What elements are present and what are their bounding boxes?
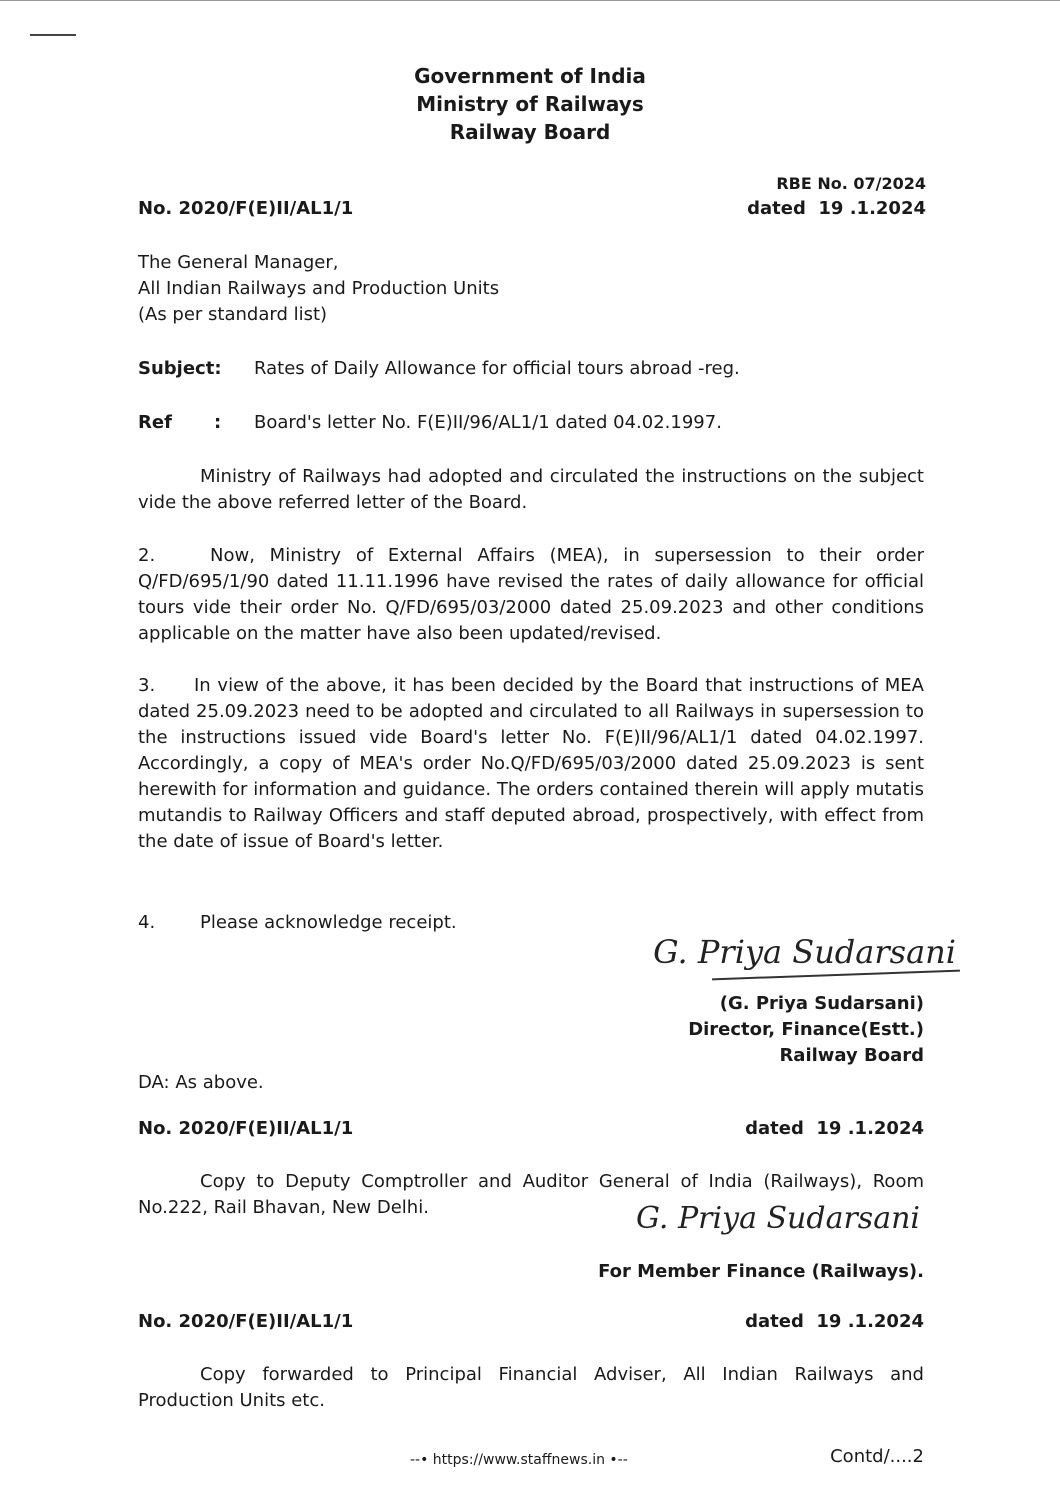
- subject-label: Subject:: [138, 358, 222, 379]
- copy2-text: Copy forwarded to Principal Financial Adviser, All Indian Railways and Production Units etc.: [138, 1364, 924, 1411]
- scan-top-edge: [0, 0, 1060, 1]
- header-government: Government of India: [414, 64, 646, 88]
- copy1-date: dated 19 .1.2024: [745, 1118, 924, 1139]
- ref-colon: :: [214, 412, 222, 433]
- copy1-file-number: No. 2020/F(E)II/AL1/1: [138, 1118, 354, 1139]
- ref-text: Board's letter No. F(E)II/96/AL1/1 dated 04.02.1997.: [254, 412, 722, 433]
- paragraph-3: In view of the above, it has been decided by the Board that instructions of MEA dated 25.09.2023 need to be adopted and circulated to all Railways in supersession to the instructions issued vide Board's letter No. F(E)II/96/AL1/1 dated 04.02.1997. Accordingly, a copy of MEA's order No.Q/FD/695/03/2000 dated 25.09.2023 is sent herewith for information and guidance. The orders contained therein will apply mutatis mutandis to Railway Officers and staff deputed abroad, prospectively, with effect from the date of issue of Board's letter.: [138, 675, 924, 852]
- copy2-file-number: No. 2020/F(E)II/AL1/1: [138, 1311, 354, 1332]
- paragraph-1: Ministry of Railways had adopted and circulated the instructions on the subject vide the above referred letter of the Board.: [138, 466, 924, 513]
- enclosure-note: DA: As above.: [138, 1072, 264, 1093]
- copy2-date: dated 19 .1.2024: [745, 1311, 924, 1332]
- paragraph-4: Please acknowledge receipt.: [200, 912, 457, 933]
- addressee-line-2: All Indian Railways and Production Units: [138, 278, 500, 299]
- addressee-line-1: The General Manager,: [138, 252, 339, 273]
- addressee-line-3: (As per standard list): [138, 304, 328, 325]
- footer-website-link[interactable]: --• https://www.staffnews.in •--: [410, 1452, 628, 1468]
- header-ministry: Ministry of Railways: [416, 92, 644, 116]
- rbe-number: RBE No. 07/2024: [776, 174, 926, 193]
- paragraph-4-number: 4.: [138, 912, 156, 933]
- subject-text: Rates of Daily Allowance for official tours abroad -reg.: [254, 358, 740, 379]
- copy1-text: Copy to Deputy Comptroller and Auditor General of India (Railways), Room No.222, Rail Bhavan, New Delhi.: [138, 1171, 924, 1218]
- signatory-designation: Director, Finance(Estt.): [688, 1019, 924, 1040]
- ref-label: Ref: [138, 412, 172, 433]
- signatory-name: (G. Priya Sudarsani): [719, 993, 924, 1014]
- continued-note: Contd/....2: [830, 1446, 924, 1467]
- paragraph-2: Now, Ministry of External Affairs (MEA), in supersession to their order Q/FD/695/1/90 dated 11.11.1996 have revised the rates of daily allowance for official tours vide their order No. Q/FD/695/03/2000 dated 25.09.2023 and other conditions applicable on the matter have also been updated/revised.: [138, 545, 924, 644]
- header-board: Railway Board: [449, 120, 611, 144]
- letter-date: dated 19 .1.2024: [747, 198, 926, 219]
- copy1-for-member-finance: For Member Finance (Railways).: [598, 1261, 924, 1282]
- paragraph-2-number: 2.: [138, 545, 156, 566]
- scan-mark: [30, 34, 76, 36]
- signatory-office: Railway Board: [779, 1045, 924, 1066]
- signature-director: G. Priya Sudarsani: [653, 933, 956, 971]
- signature-member-finance: G. Priya Sudarsani: [636, 1201, 920, 1236]
- paragraph-3-number: 3.: [138, 675, 156, 696]
- file-number: No. 2020/F(E)II/AL1/1: [138, 198, 354, 219]
